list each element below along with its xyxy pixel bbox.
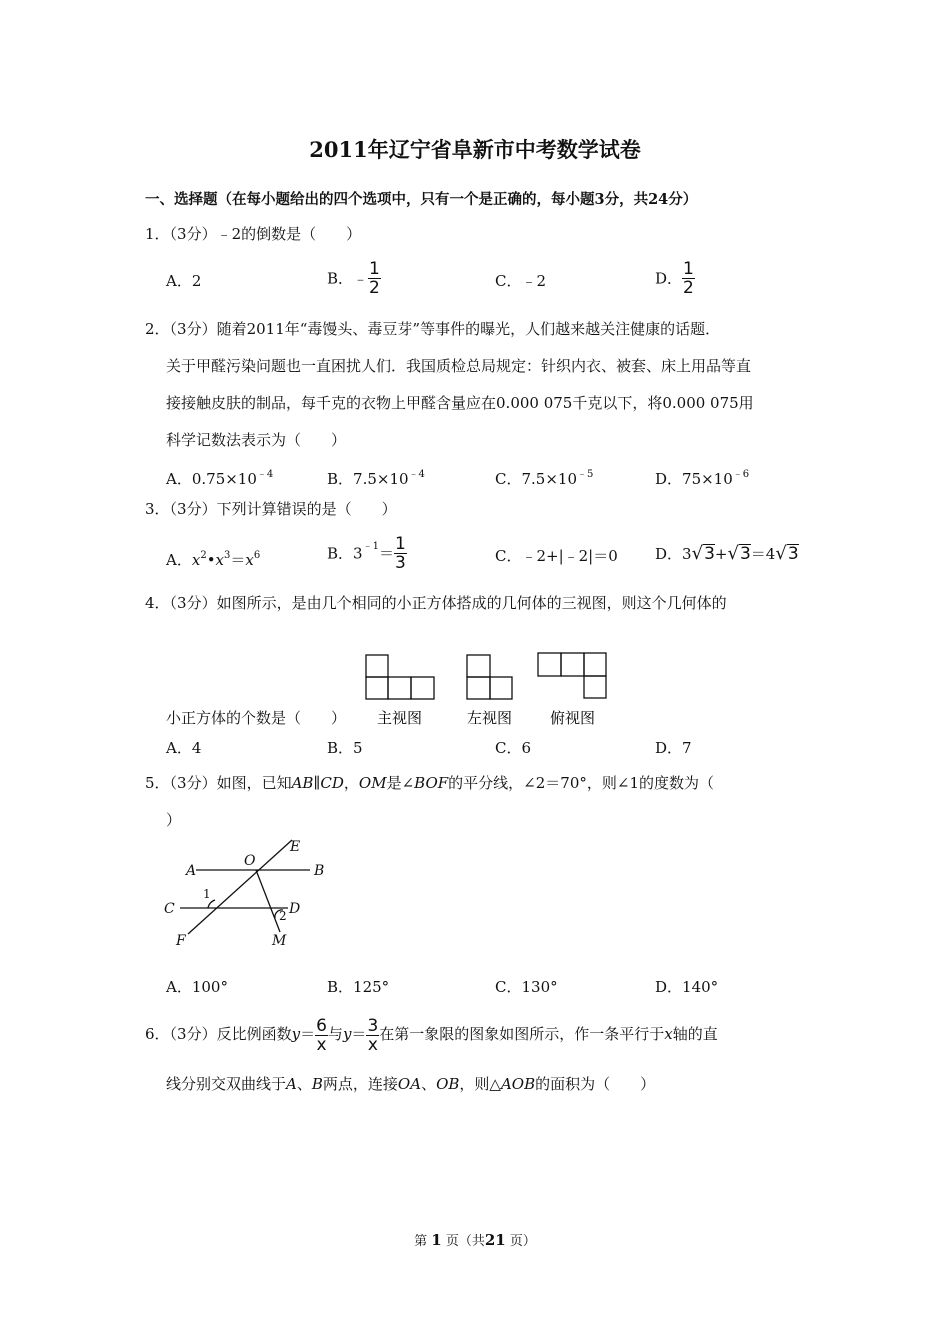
fraction: $\frac{1}{3}$ [394,534,406,573]
question-2-line-4: 科学记数法表示为（ ） [166,431,347,449]
fraction: $\frac{1}{2}$ [683,259,694,298]
point-label-c: C [164,901,175,917]
q3-option-d: D．3√3+√3＝4√3 [655,543,799,564]
front-view-label: 主视图 [377,709,423,727]
point-label-f: F [176,933,186,949]
point-label-e: E [290,839,301,855]
top-view-label: 俯视图 [550,709,596,727]
radical-icon: √ [691,543,704,564]
question-6: 6．（3分）反比例函数y＝ $\frac{6}{x}$ 与y＝ $\frac{3}{x}$ 在第一象限的图象如图所示，作一条平行于x轴的直 [145,1015,718,1055]
question-text: （3分）如图所示，是由几个相同的小正方体搭成的几何体的三视图，则这个几何体的 [169,594,727,612]
question-1 [145,224,361,244]
q3-option-c: C．﹣2+|﹣2|＝0 [495,547,618,565]
point-label-b: B [314,863,325,879]
parallel-lines-figure [158,834,348,954]
q3-option-b: B．$3^{﹣1}=$ $\frac{1}{3}$ [327,534,406,573]
q4-option-d: D．7 [655,739,692,757]
question-6-line-2: 线分别交双曲线于A、B两点，连接OA、OB，则△AOB的面积为（ ） [166,1075,656,1093]
q5-option-b: B．125° [327,978,390,996]
angle-2-label: 2 [279,909,287,923]
q1-option-a: A．2 [166,272,202,290]
question-number: 2． [145,320,170,338]
q3-option-a: A．$x^2•x^3=x^6$ [166,550,261,569]
question-number: 5． [145,774,170,792]
fraction: $\frac{3}{x}$ [367,1015,379,1055]
q5-option-d: D．140° [655,978,719,996]
question-number: 3． [145,500,170,518]
page-number: 1 [431,1231,442,1249]
q2-option-c: C．$7.5\times 10^{﹣5}$ [495,469,594,488]
fraction: $\frac{1}{2}$ [369,259,380,298]
q1-option-c: C．﹣2 [495,272,547,290]
question-text: （3分）随着2011年“毒馒头、毒豆芽”等事件的曝光，人们越来越关注健康的话题． [169,320,721,338]
q2-option-a: A．$0.75\times 10^{﹣4}$ [166,469,274,488]
question-3 [145,499,397,519]
q1-option-d: D． $\frac{1}{2}$ [655,259,694,298]
question-text: （3分）﹣2的倒数是（ ） [169,225,362,243]
q2-option-b: B．$7.5\times 10^{﹣4}$ [327,469,425,488]
question-4 [145,593,727,613]
q5-option-c: C．130° [495,978,558,996]
point-label-d: D [289,901,301,917]
left-view-label: 左视图 [467,709,513,727]
q4-option-c: C．6 [495,739,532,757]
q1-option-b: B．﹣ $\frac{1}{2}$ [327,259,380,298]
question-2-line-2: 关于甲醛污染问题也一直困扰人们．我国质检总局规定：针织内衣、被套、床上用品等直 [166,357,752,375]
question-5-line-2: ） [166,811,182,829]
question-number: 6． [145,1025,170,1043]
q4-option-a: A．4 [166,739,202,757]
q4-option-b: B．5 [327,739,363,757]
page-title: 2011年辽宁省阜新市中考数学试卷 [309,137,641,162]
three-views-figure [355,650,635,730]
point-label-a: A [186,863,197,879]
question-text: （3分）下列计算错误的是（ ） [169,500,397,518]
fraction: $\frac{6}{x}$ [316,1015,327,1055]
q5-option-a: A．100° [166,978,228,996]
page-total: 21 [484,1231,506,1249]
question-4-line-2: 小正方体的个数是（ ） [166,709,347,727]
page-footer: 第 1 页（共21 页） [414,1231,536,1249]
point-label-o: O [244,853,256,869]
question-2-line-3: 接接触皮肤的制品，每千克的衣物上甲醛含量应在0.000 075千克以下，将0.000 075用 [166,394,754,412]
question-number: 1． [145,225,170,243]
question-5: 5．（3分）如图，已知AB∥CD，OM是∠BOF的平分线，∠2＝70°，则∠1的度数为（ [145,774,714,792]
question-2 [145,319,720,339]
radical-icon: √ [727,543,739,564]
angle-1-label: 1 [203,887,211,901]
q2-option-d: D．$75\times 10^{﹣6}$ [655,469,750,488]
question-number: 4． [145,594,170,612]
point-label-m: M [272,933,287,949]
section-heading: 一、选择题（在每小题给出的四个选项中，只有一个是正确的，每小题3分，共24分） [145,191,698,208]
radical-icon: √ [775,543,787,564]
